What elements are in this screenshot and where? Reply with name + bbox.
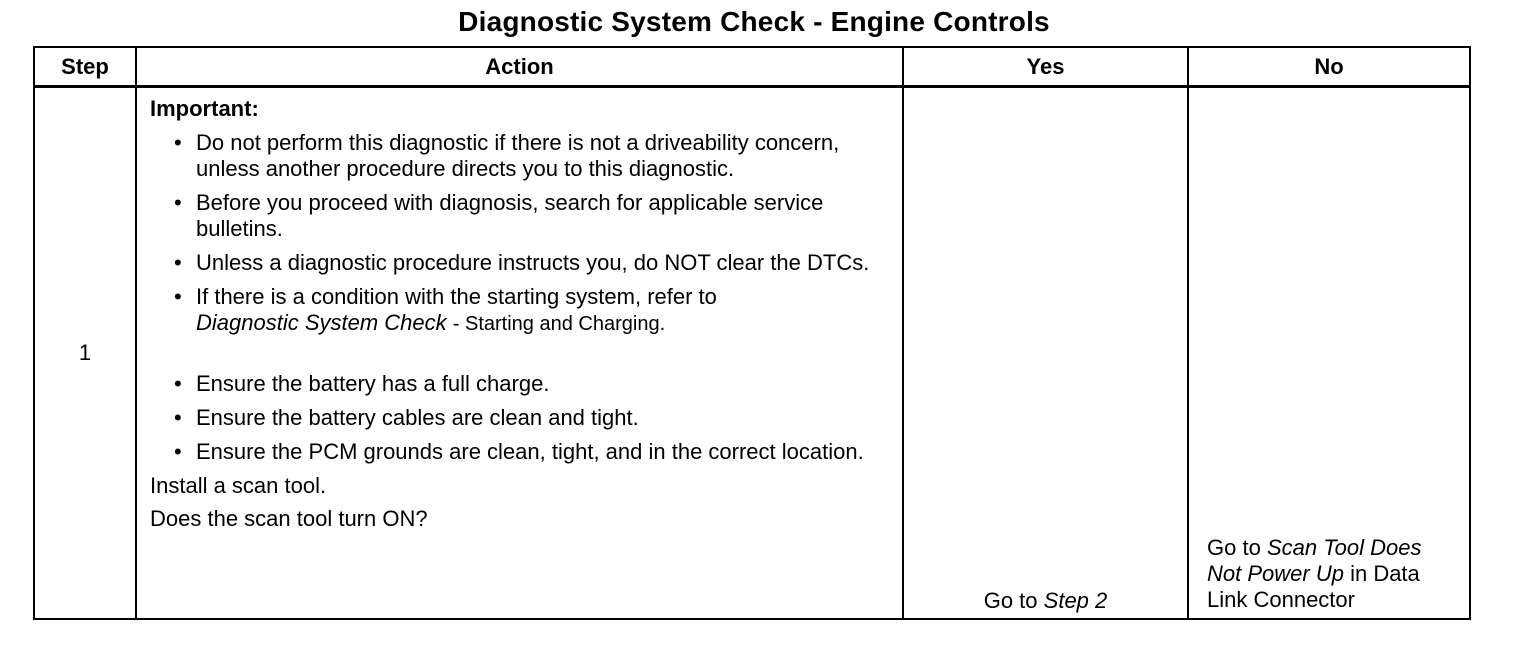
table-header-row [34,47,1470,87]
list-item [174,130,890,182]
bullet-icon: • [174,130,182,155]
list-item [174,371,890,397]
step-number: 1 [34,87,136,620]
table-row [34,87,1470,620]
list-item [174,190,890,242]
install-instruction: Install a scan tool. [150,473,327,498]
no-cell [1188,87,1470,620]
bullet-icon: • [174,284,182,309]
list-item-text: Ensure the PCM grounds are clean, tight, and in the correct location. [196,439,864,464]
bullet-icon: • [174,371,182,396]
bullet-icon: • [174,250,182,275]
reference-suffix: - Starting and Charging. [452,313,666,335]
header-yes: Yes [903,47,1188,87]
list-item [174,405,890,431]
important-label: Important: [150,96,259,121]
diagnostic-table [33,46,1471,620]
page-title: Diagnostic System Check - Engine Controls [458,6,1050,37]
bullet-icon: • [174,439,182,464]
action-cell [136,87,903,620]
list-item [174,284,890,337]
no-suffix: in Data Link Connector [1207,561,1420,612]
question-text: Does the scan tool turn ON? [150,506,428,531]
reference-link[interactable]: Diagnostic System Check [196,310,447,335]
list-item-text: Before you proceed with diagnosis, search for applicable service bulletins. [196,190,824,241]
list-item-text: Ensure the battery has a full charge. [196,371,550,396]
important-list [150,130,890,465]
yes-cell [903,87,1188,620]
header-action: Action [136,47,903,87]
yes-prefix: Go to [983,588,1038,613]
bullet-icon: • [174,405,182,430]
no-prefix: Go to [1207,535,1261,560]
list-item-text: If there is a condition with the starting system, refer to [196,284,717,309]
bullet-icon: • [174,190,182,215]
list-item-text: Do not perform this diagnostic if there is not a driveability concern, unless another procedure directs you to this diagnostic. [196,130,840,181]
header-no: No [1188,47,1470,87]
list-item-text: Ensure the battery cables are clean and tight. [196,405,639,430]
scan-tool-link[interactable]: Scan Tool Does Not Power Up [1207,535,1422,586]
header-step: Step [34,47,136,87]
yes-result [904,588,1187,614]
list-item-text: Unless a diagnostic procedure instructs you, do NOT clear the DTCs. [196,250,870,275]
step-2-link[interactable]: Step 2 [1043,588,1108,613]
no-result [1207,535,1461,613]
list-item [174,250,890,276]
list-item [174,439,890,465]
